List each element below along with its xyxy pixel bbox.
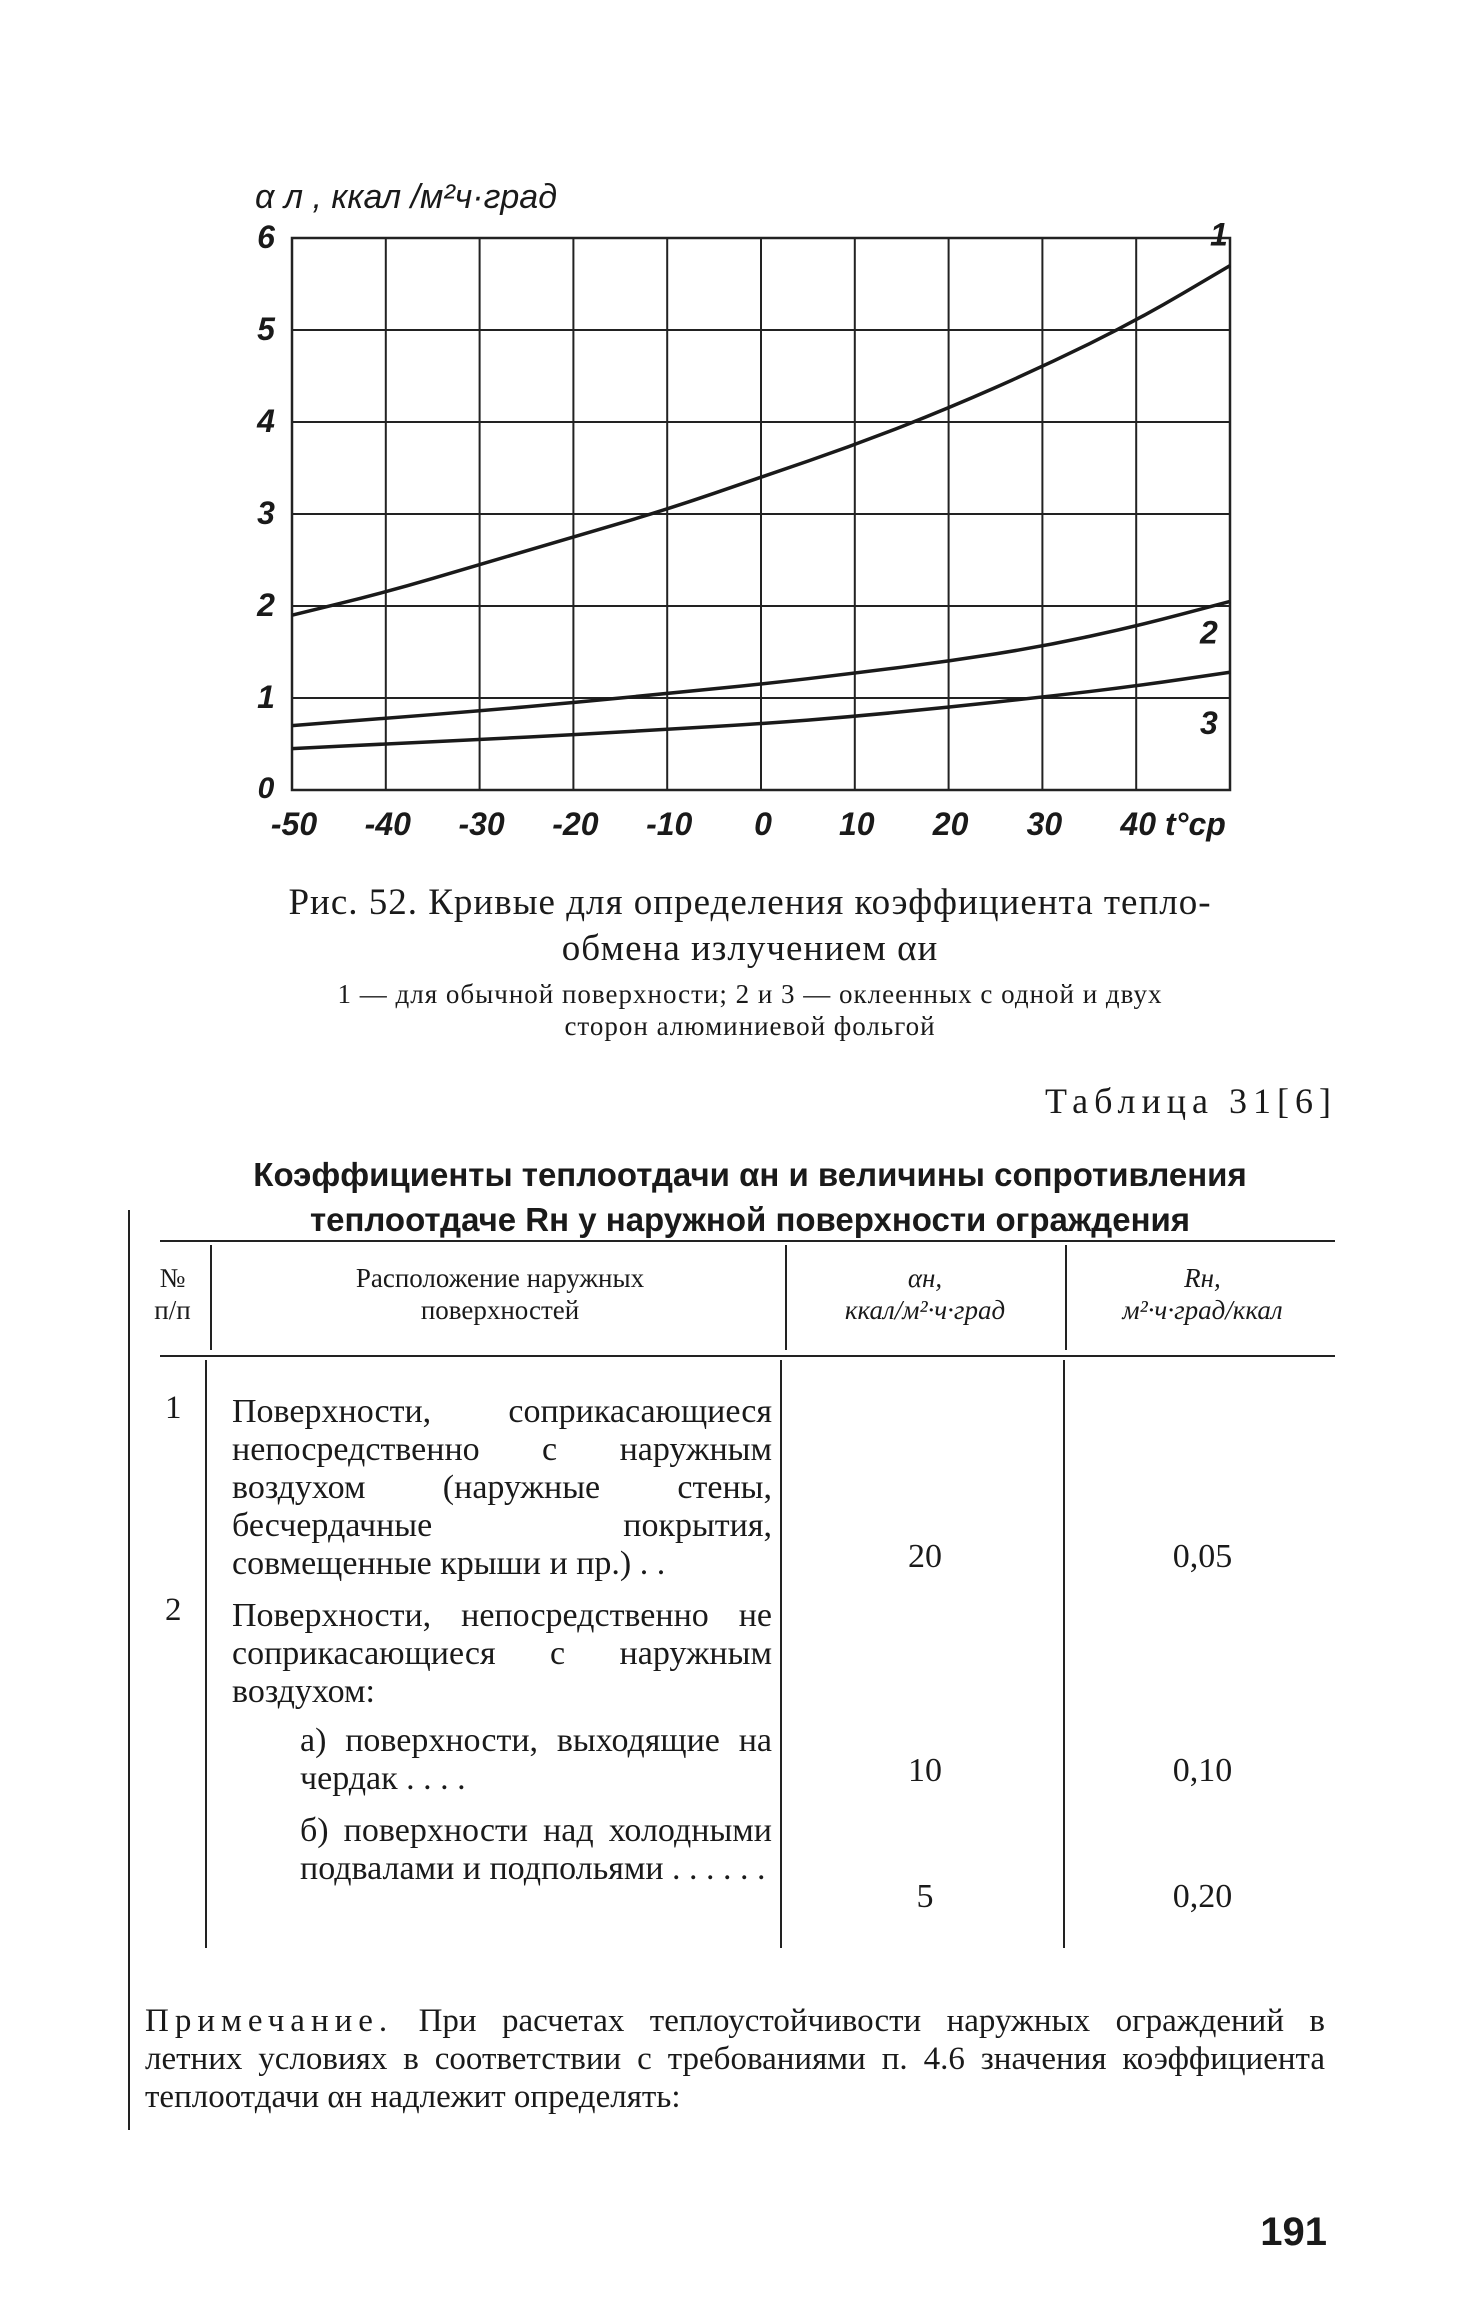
table-col-rule-1 <box>210 1245 212 1350</box>
row-2-number: 2 <box>165 1592 182 1628</box>
table-title <box>200 1152 1300 1242</box>
row-1-alpha: 20 <box>908 1538 942 1575</box>
y-tick-label: 1 <box>257 679 275 715</box>
x-tick-label: 30 <box>1026 806 1063 842</box>
series-label-1: 1 <box>1210 216 1228 253</box>
chart-x-axis-label: t°ср <box>1165 806 1226 842</box>
x-tick-label: -20 <box>552 806 599 842</box>
note-text: При расчетах теплоустойчивости наружных ограждений в летних условиях в соответствии с требованиями п. 4.6 значения коэффициента теплоотдачи αн надлежит определять: <box>145 2003 1325 2115</box>
row-2a-text: а) поверхности, выходящие на чердак . . . . <box>300 1722 772 1797</box>
table-col-rule-3b <box>1063 1360 1065 1948</box>
row-1-text: Поверхности, соприкасающиеся непосредственно с наружным воздухом (наружные стены, бесчердачные покрытия, совмещенные крыши и пр.) . . <box>232 1393 772 1582</box>
series-label-3: 3 <box>1200 705 1218 742</box>
y-tick-label: 4 <box>257 403 275 439</box>
table-col-rule-1b <box>205 1360 207 1948</box>
row-2a-resistance: 0,10 <box>1172 1752 1233 1789</box>
table-top-rule <box>160 1240 1335 1242</box>
y-tick-label: 6 <box>257 219 275 255</box>
chart-grid <box>292 238 1230 790</box>
x-tick-label: 0 <box>754 806 772 842</box>
table-col-rule-2 <box>785 1245 787 1350</box>
table-left-margin-rule <box>128 1210 130 2130</box>
x-tick-label: 10 <box>839 806 875 842</box>
y-tick-label: 0 <box>257 772 275 805</box>
x-tick-label: -50 <box>270 806 318 842</box>
header-number: № п/п <box>154 1263 191 1325</box>
note-lead: Примечание. <box>145 2003 394 2039</box>
x-tick-label: 40 <box>1120 806 1156 842</box>
row-2b-resistance: 0,20 <box>1172 1878 1233 1915</box>
table-col-rule-3 <box>1065 1245 1067 1350</box>
table-note <box>145 2002 1325 2116</box>
row-2-text: Поверхности, непосредственно не соприкасающиеся с наружным воздухом: <box>232 1597 772 1710</box>
y-tick-label: 5 <box>257 311 275 347</box>
x-tick-label: -30 <box>458 806 505 842</box>
table-title-line-2: теплоотдаче Rн у наружной поверхности ограждения <box>309 1201 1191 1238</box>
table-header-rule <box>160 1355 1335 1357</box>
row-2b-text: б) поверхности над холодными подвалами и подпольями . . . . . . <box>300 1812 772 1887</box>
figure-legend-line-2: сторон алюминиевой фольгой <box>564 1011 936 1041</box>
row-2b-alpha: 5 <box>916 1878 934 1915</box>
figure-caption-line-1: Рис. 52. Кривые для определения коэффициента тепло- <box>288 882 1212 923</box>
header-alpha: αн, ккал/м²·ч·град <box>844 1263 1006 1325</box>
table-title-line-1: Коэффициенты теплоотдачи αн и величины сопротивления <box>253 1156 1247 1193</box>
heat-transfer-chart <box>230 170 1290 870</box>
row-2a-alpha: 10 <box>908 1752 942 1789</box>
header-location: Расположение наружных поверхностей <box>355 1263 645 1325</box>
header-resistance: Rн, м²·ч·град/ккал <box>1122 1263 1283 1325</box>
figure-legend-line-1: 1 — для обычной поверхности; 2 и 3 — оклеенных с одной и двух <box>337 979 1163 1009</box>
figure-caption <box>220 880 1280 972</box>
row-1-number: 1 <box>165 1390 182 1426</box>
figure-caption-line-2: обмена излучением αи <box>561 928 939 969</box>
chart-series-labels <box>1199 217 1228 742</box>
y-tick-label: 3 <box>257 495 275 531</box>
row-1-resistance: 0,05 <box>1172 1538 1233 1575</box>
page-number: 191 <box>1260 2210 1327 2254</box>
x-tick-label: 20 <box>932 806 969 842</box>
series-label-2: 2 <box>1200 614 1218 651</box>
x-tick-label: -40 <box>364 806 411 842</box>
chart-y-axis-label: α л , ккал /м²ч·град <box>255 178 557 216</box>
chart-ticks <box>256 219 1156 842</box>
figure-legend <box>200 978 1300 1042</box>
y-tick-label: 2 <box>257 587 275 623</box>
table-label: Таблица 31[6] <box>1045 1081 1337 1121</box>
x-tick-label: -10 <box>646 806 693 842</box>
table-col-rule-2b <box>780 1360 782 1948</box>
